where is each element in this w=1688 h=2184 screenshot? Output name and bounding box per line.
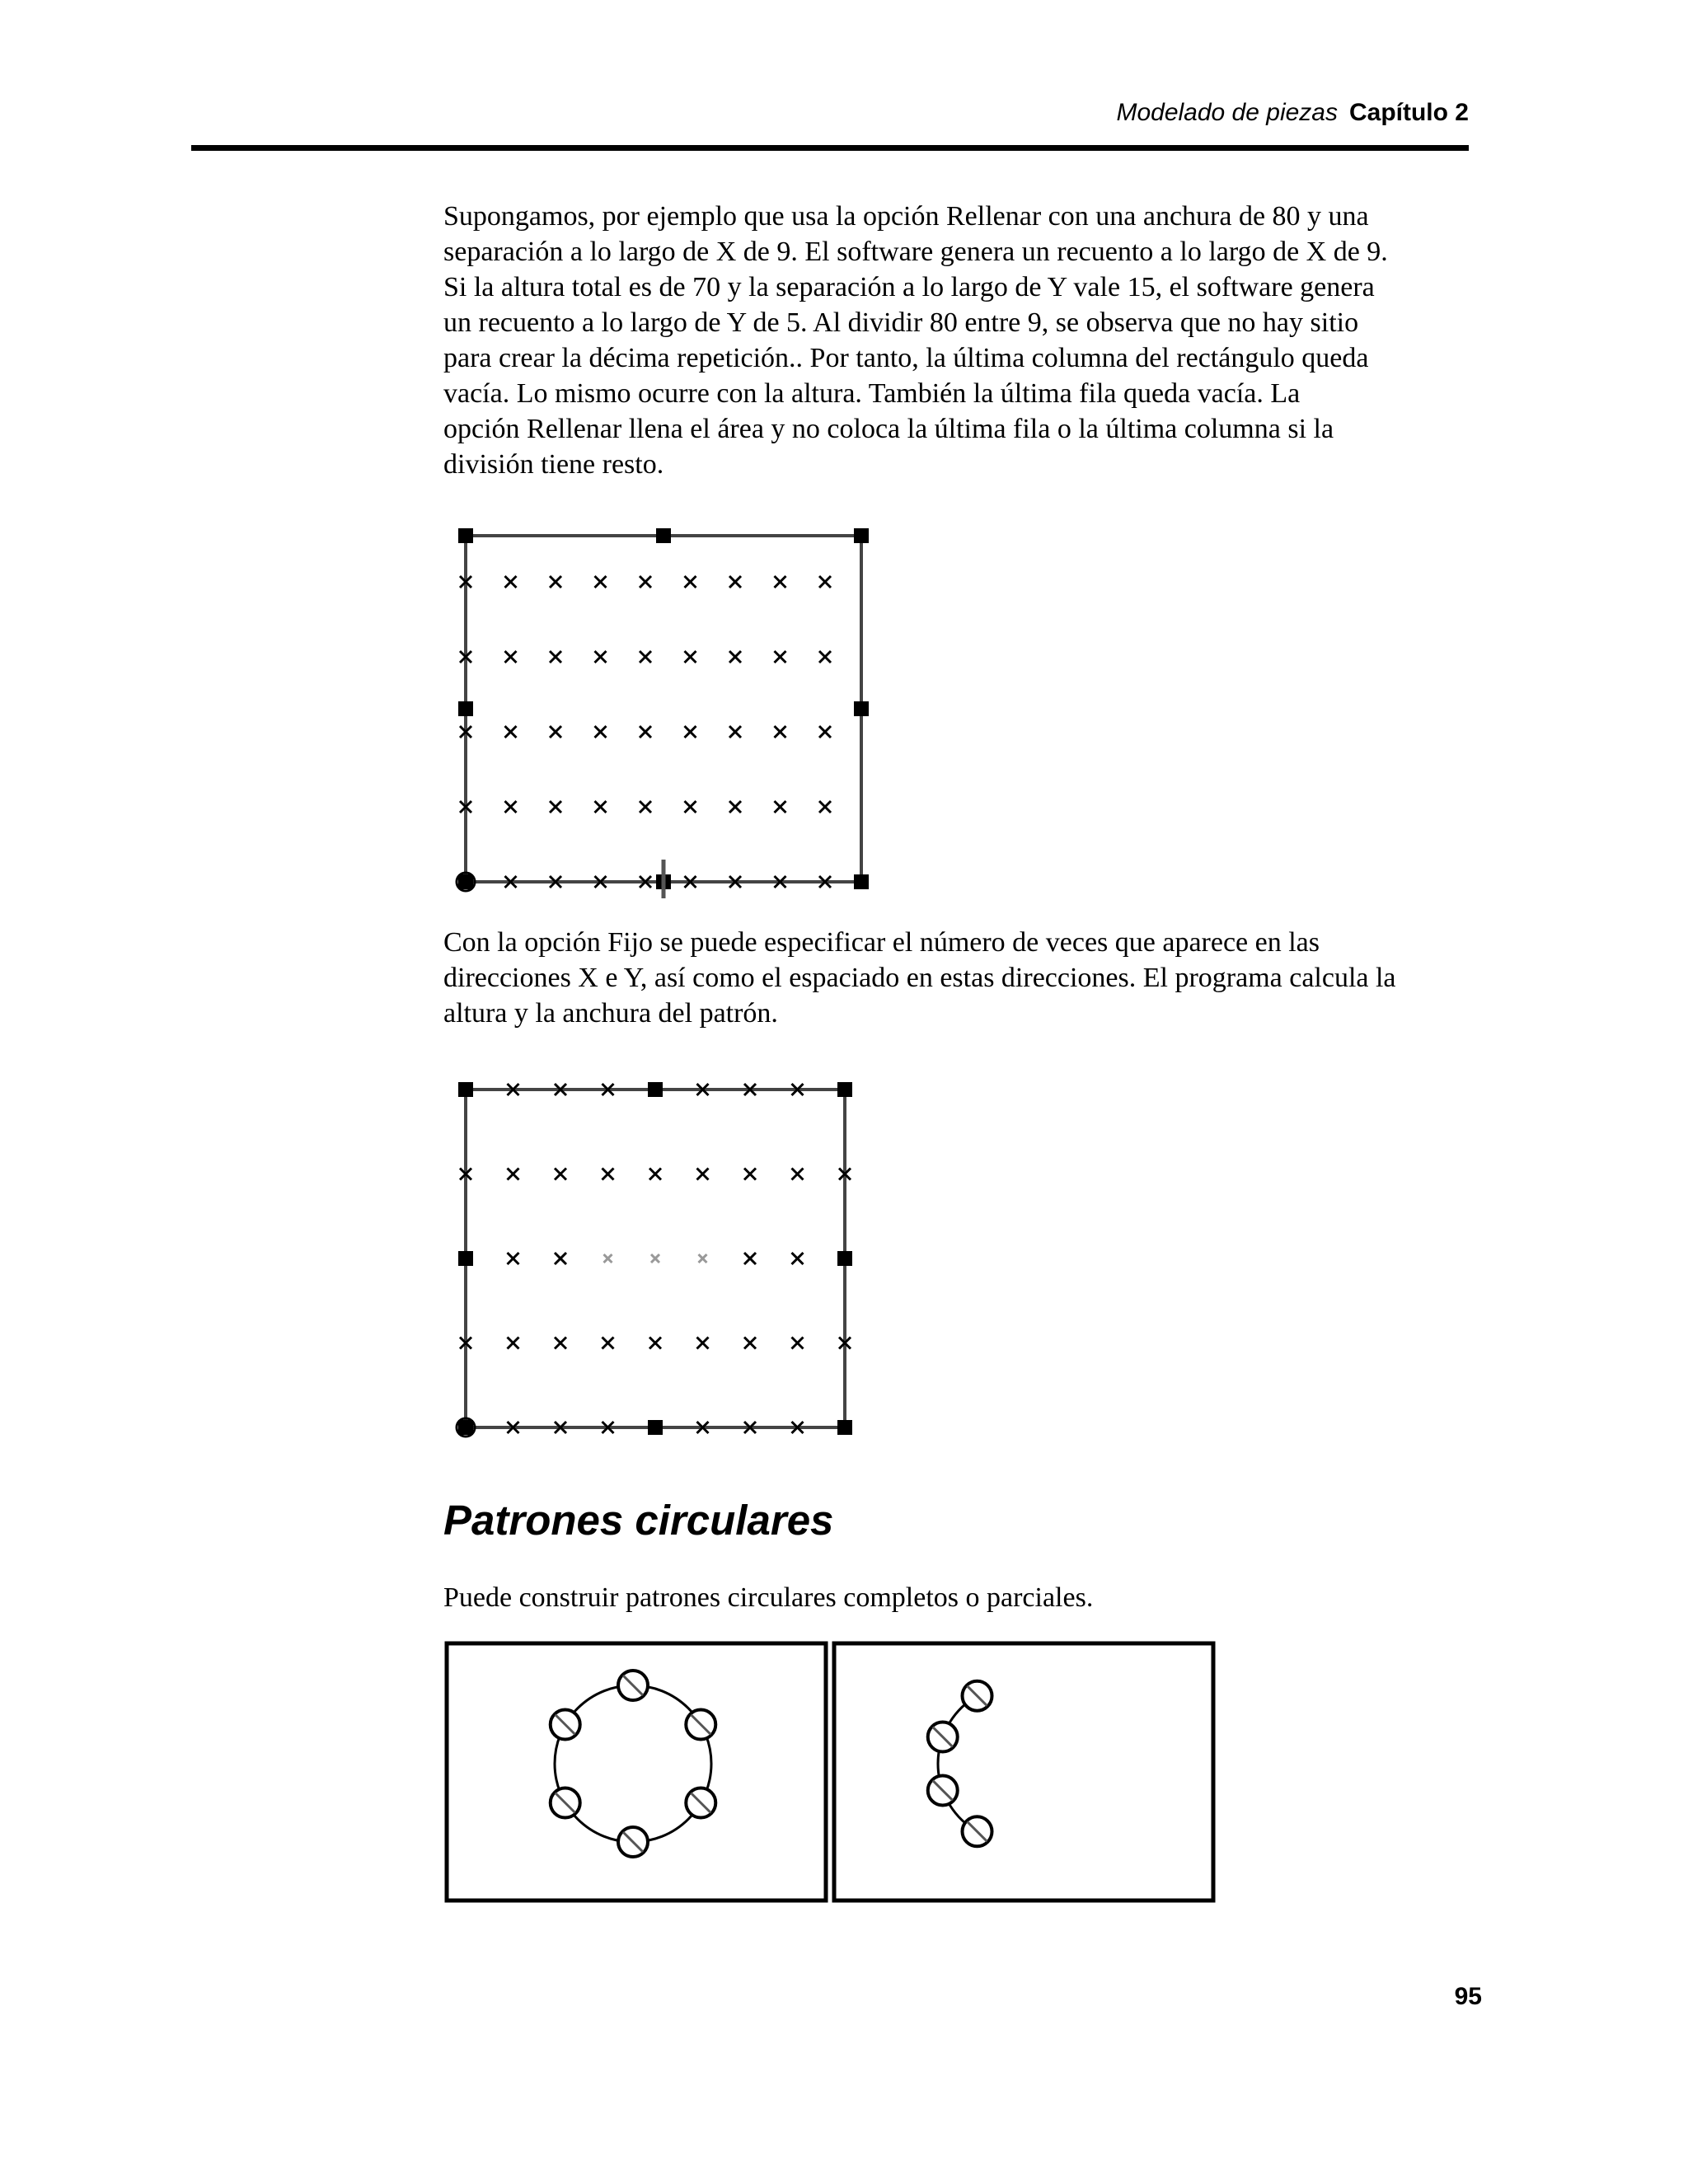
pattern-instance-mark — [651, 1254, 659, 1263]
partial-arc-path — [938, 1696, 978, 1832]
pattern-instance-mark — [550, 576, 561, 588]
pattern-instance-mark — [640, 726, 651, 738]
pattern-instance-mark — [505, 801, 517, 813]
pattern-instance-mark — [555, 1253, 566, 1264]
pattern-instance-mark — [685, 651, 696, 663]
pattern-instance-mark — [603, 1169, 614, 1180]
pattern-instance-mark — [595, 576, 607, 588]
text-line: separación a lo largo de X de 9. El software genera un recuento a lo largo de X de 9. — [443, 237, 1388, 267]
pattern-instance-mark — [550, 651, 561, 663]
paragraph-fill-option — [443, 199, 1482, 482]
fixed-pattern-figure — [449, 1071, 861, 1451]
selection-handle — [854, 701, 869, 716]
selection-handle — [458, 1420, 473, 1435]
pattern-instance-mark — [744, 1169, 756, 1180]
pattern-instance-mark — [697, 1338, 709, 1349]
chapter-label: Capítulo 2 — [1348, 99, 1469, 126]
circular-partial-frame — [834, 1643, 1213, 1900]
text-line: un recuento a lo largo de Y de 5. Al dividir 80 entre 9, se observa que no hay sitio — [443, 307, 1359, 338]
selection-handle — [458, 874, 473, 889]
pattern-instance-mark — [792, 1253, 804, 1264]
pattern-instance-mark — [775, 726, 786, 738]
selection-handle — [458, 1251, 473, 1266]
selection-handle — [837, 1251, 852, 1266]
pattern-instance-mark — [685, 726, 696, 738]
text-line: vacía. Lo mismo ocurre con la altura. También la última fila queda vacía. La — [443, 378, 1301, 409]
pattern-instance-mark — [508, 1253, 519, 1264]
text-line: opción Rellenar llena el área y no coloca la última fila o la última columna si la — [443, 414, 1334, 444]
pattern-instance-mark — [505, 576, 517, 588]
pattern-instance-mark — [819, 651, 831, 663]
pattern-instance-mark — [595, 651, 607, 663]
text-line: altura y la anchura del patrón. — [443, 998, 778, 1029]
pattern-instance-mark — [775, 576, 786, 588]
paragraph-fixed-option — [443, 925, 1482, 1031]
pattern-instance-mark — [744, 1253, 756, 1264]
selection-handle — [854, 874, 869, 889]
pattern-instance-mark — [640, 576, 651, 588]
pattern-instance-mark — [792, 1338, 804, 1349]
section-heading: Patrones circulares — [443, 1497, 834, 1544]
pattern-instance-mark — [685, 576, 696, 588]
pattern-instance-mark — [595, 726, 607, 738]
pattern-instance-mark — [505, 651, 517, 663]
running-header — [1116, 99, 1469, 127]
text-line: división tiene resto. — [443, 449, 664, 480]
page-header — [191, 96, 1469, 151]
selection-handle — [656, 528, 671, 543]
selection-handle — [837, 1420, 852, 1435]
pattern-instance-mark — [699, 1254, 707, 1263]
pattern-instance-mark — [729, 801, 741, 813]
selection-handle — [458, 1082, 473, 1097]
pattern-instance-mark — [555, 1338, 566, 1349]
pattern-instance-mark — [775, 651, 786, 663]
page-number: 95 — [1454, 1983, 1482, 2010]
chapter-title: Modelado de piezas — [1116, 99, 1338, 126]
selection-handle — [648, 1082, 663, 1097]
selection-handle — [458, 528, 473, 543]
section-intro — [443, 1580, 1482, 1615]
pattern-instance-mark — [819, 576, 831, 588]
text-line: Con la opción Fijo se puede especificar el número de veces que aparece en las — [443, 927, 1320, 958]
selection-handle — [458, 701, 473, 716]
pattern-instance-mark — [603, 1338, 614, 1349]
pattern-boundary — [466, 536, 861, 882]
text-line: Si la altura total es de 70 y la separación a lo largo de Y vale 15, el software genera — [443, 272, 1375, 302]
pattern-instance-mark — [550, 726, 561, 738]
pattern-instance-mark — [508, 1338, 519, 1349]
selection-handle — [854, 528, 869, 543]
pattern-instance-mark — [649, 1338, 661, 1349]
pattern-instance-mark — [819, 801, 831, 813]
pattern-instance-mark — [640, 651, 651, 663]
pattern-instance-mark — [819, 726, 831, 738]
pattern-instance-mark — [775, 801, 786, 813]
pattern-instance-mark — [729, 726, 741, 738]
pattern-instance-mark — [729, 651, 741, 663]
circular-path — [555, 1685, 711, 1842]
pattern-instance-mark — [604, 1254, 612, 1263]
pattern-instance-mark — [649, 1169, 661, 1180]
pattern-instance-mark — [729, 576, 741, 588]
pattern-instance-mark — [697, 1169, 709, 1180]
pattern-instance-mark — [595, 801, 607, 813]
text-line: Puede construir patrones circulares completos o parciales. — [443, 1582, 1094, 1613]
selection-handle — [648, 1420, 663, 1435]
fill-pattern-figure — [449, 526, 878, 905]
selection-handle — [837, 1082, 852, 1097]
pattern-instance-mark — [685, 801, 696, 813]
pattern-instance-mark — [505, 726, 517, 738]
text-line: para crear la décima repetición.. Por tanto, la última columna del rectángulo queda — [443, 343, 1369, 373]
pattern-instance-mark — [744, 1338, 756, 1349]
pattern-instance-mark — [555, 1169, 566, 1180]
pattern-instance-mark — [640, 801, 651, 813]
text-line: direcciones X e Y, así como el espaciado en estas direcciones. El programa calcula la — [443, 963, 1396, 993]
pattern-instance-mark — [792, 1169, 804, 1180]
pattern-instance-mark — [550, 801, 561, 813]
circular-patterns-figure — [443, 1640, 1226, 1920]
pattern-instance-mark — [508, 1169, 519, 1180]
text-line: Supongamos, por ejemplo que usa la opción Rellenar con una anchura de 80 y una — [443, 201, 1369, 232]
